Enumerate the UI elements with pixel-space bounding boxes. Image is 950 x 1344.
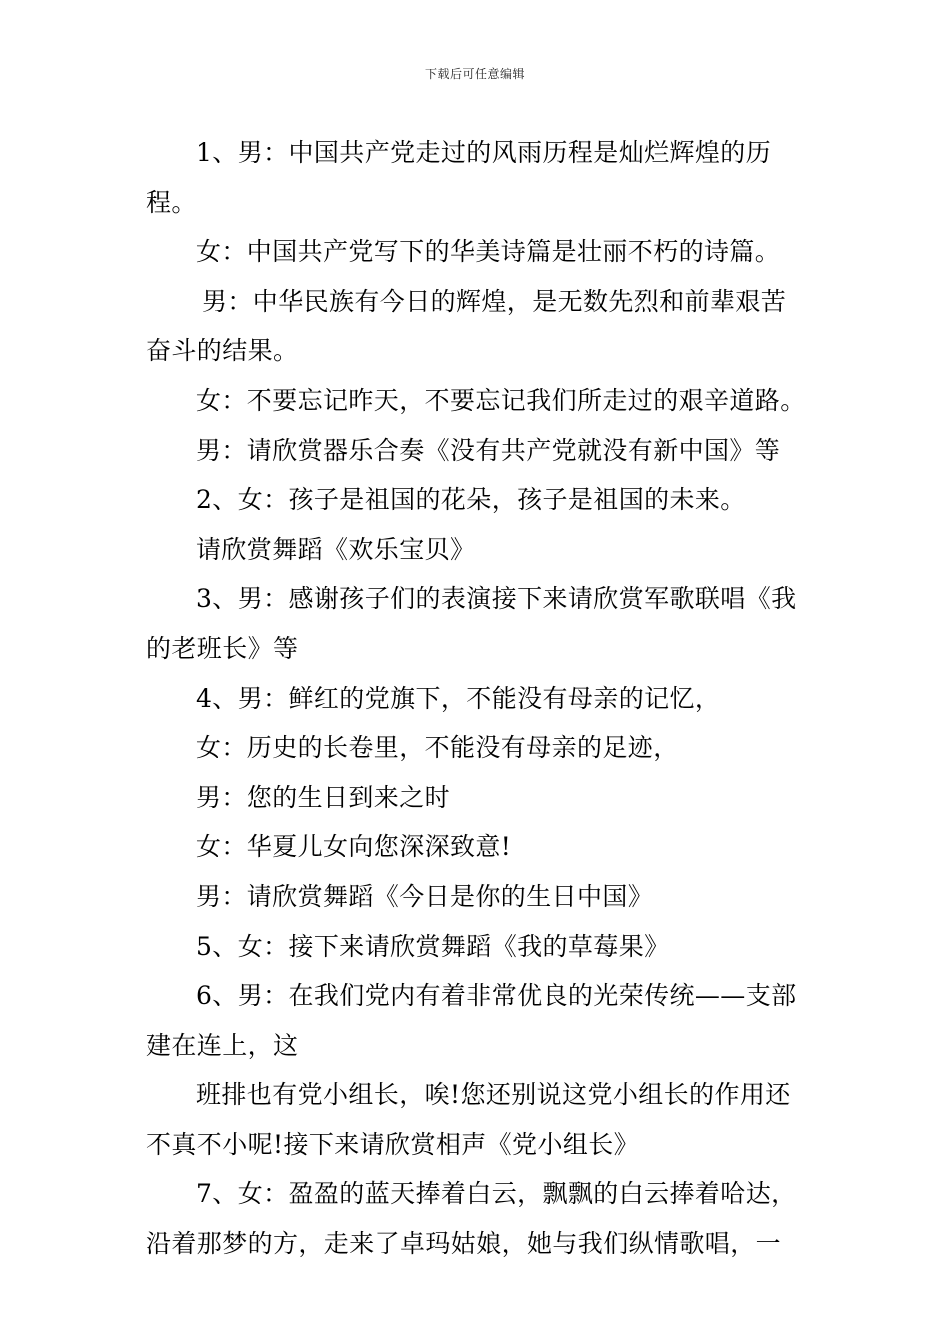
paragraph: 男：请欣赏舞蹈《今日是你的生日中国》 (196, 881, 654, 911)
paragraph: 女：历史的长卷里，不能没有母亲的足迹， (196, 733, 679, 763)
paragraph: 5、女：接下来请欣赏舞蹈《我的草莓果》 (196, 931, 670, 961)
paragraph: 4、男：鲜红的党旗下，不能没有母亲的记忆， (196, 683, 721, 713)
paragraph: 班排也有党小组长，唉!您还别说这党小组长的作用还不真不小呢!接下来请欣赏相声《党小组长》 (146, 1080, 791, 1159)
paragraph: 7、女：盈盈的蓝天捧着白云，飘飘的白云捧着哈达，沿着那梦的方，走来了卓玛姑娘，她与我们纵情歌唱，一 (146, 1179, 797, 1259)
paragraph: 男：您的生日到来之时 (196, 782, 451, 812)
paragraph: 女：不要忘记昨天，不要忘记我们所走过的艰辛道路。 (196, 385, 806, 415)
paragraph: 女：华夏儿女向您深深致意! (196, 832, 512, 862)
paragraph: 男：请欣赏器乐合奏《没有共产党就没有新中国》等 (196, 435, 781, 465)
paragraph: 请欣赏舞蹈《欢乐宝贝》 (196, 534, 476, 564)
paragraph: 男：中华民族有今日的辉煌，是无数先烈和前辈艰苦奋斗的结果。 (146, 286, 787, 366)
document-body (146, 128, 810, 1269)
paragraph: 3、男：感谢孩子们的表演接下来请欣赏军歌联唱《我的老班长》等 (146, 584, 797, 663)
paragraph: 女：中国共产党写下的华美诗篇是壮丽不朽的诗篇。 (196, 237, 781, 267)
paragraph: 6、男：在我们党内有着非常优良的光荣传统——支部建在连上，这 (146, 981, 797, 1060)
header-note: 下载后可任意编辑 (424, 67, 525, 81)
paragraph: 1、男：中国共产党走过的风雨历程是灿烂辉煌的历程。 (146, 138, 772, 217)
paragraph: 2、女：孩子是祖国的花朵，孩子是祖国的未来。 (196, 485, 746, 515)
